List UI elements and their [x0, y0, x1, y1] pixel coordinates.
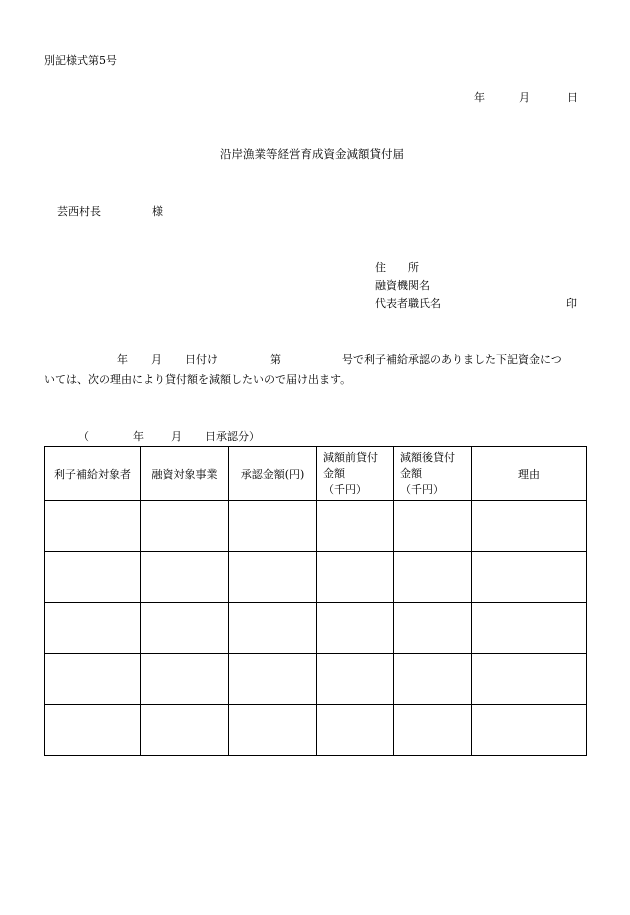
approval-note-month: 月: [171, 430, 182, 443]
seal-mark: 印: [566, 297, 577, 310]
cell-business[interactable]: [141, 501, 229, 552]
header-after-line3: （千円）: [400, 483, 444, 496]
table-row: [45, 705, 587, 756]
approval-note-tail: 日承認分）: [205, 430, 260, 443]
approval-note-year: 年: [133, 430, 144, 443]
cell-amount-before[interactable]: [317, 603, 394, 654]
cell-approved-amount[interactable]: [229, 654, 317, 705]
cell-amount-after[interactable]: [394, 552, 472, 603]
cell-amount-before[interactable]: [317, 552, 394, 603]
body-line1-rest: 号で利子補給承認のありました下記資金につ: [342, 353, 562, 366]
table-body: [45, 501, 587, 756]
addressee-honorific: 様: [152, 205, 163, 218]
header-amount-after: [394, 447, 472, 501]
cell-business[interactable]: [141, 705, 229, 756]
body-month: 月: [151, 353, 162, 366]
header-reason: 理由: [472, 447, 587, 501]
table-row: [45, 501, 587, 552]
date-day: 日: [567, 91, 578, 104]
cell-recipient[interactable]: [45, 654, 141, 705]
cell-approved-amount[interactable]: [229, 501, 317, 552]
address-label: 住 所: [375, 261, 419, 274]
cell-amount-before[interactable]: [317, 501, 394, 552]
addressee-name: 芸西村長: [57, 205, 101, 218]
cell-business[interactable]: [141, 603, 229, 654]
cell-approved-amount[interactable]: [229, 603, 317, 654]
header-after-line2: 金額: [400, 467, 422, 480]
header-before-line1: 減額前貸付: [323, 451, 378, 464]
table-row: [45, 654, 587, 705]
body-year: 年: [117, 353, 128, 366]
table-row: [45, 552, 587, 603]
representative-label: 代表者職氏名: [375, 297, 441, 310]
approval-note-paren: （: [78, 430, 89, 443]
body-day: 日付け: [185, 353, 218, 366]
body-number-prefix: 第: [270, 353, 281, 366]
cell-reason[interactable]: [472, 501, 587, 552]
cell-recipient[interactable]: [45, 603, 141, 654]
header-after-line1: 減額後貸付: [400, 451, 455, 464]
cell-amount-after[interactable]: [394, 501, 472, 552]
cell-reason[interactable]: [472, 552, 587, 603]
cell-amount-after[interactable]: [394, 603, 472, 654]
cell-reason[interactable]: [472, 603, 587, 654]
cell-approved-amount[interactable]: [229, 705, 317, 756]
cell-amount-after[interactable]: [394, 654, 472, 705]
table-header-row: [45, 447, 587, 501]
institution-label: 融資機関名: [375, 279, 430, 292]
cell-business[interactable]: [141, 552, 229, 603]
cell-amount-before[interactable]: [317, 705, 394, 756]
cell-amount-before[interactable]: [317, 654, 394, 705]
cell-amount-after[interactable]: [394, 705, 472, 756]
header-before-line2: 金額: [323, 467, 345, 480]
cell-recipient[interactable]: [45, 552, 141, 603]
cell-recipient[interactable]: [45, 501, 141, 552]
cell-reason[interactable]: [472, 705, 587, 756]
body-line2: いては、次の理由により貸付額を減額したいので届け出ます。: [44, 373, 352, 386]
cell-business[interactable]: [141, 654, 229, 705]
date-month: 月: [519, 91, 530, 104]
date-year: 年: [474, 91, 485, 104]
header-business: 融資対象事業: [141, 447, 229, 501]
cell-recipient[interactable]: [45, 705, 141, 756]
form-number: 別記様式第5号: [44, 54, 117, 67]
subsidy-table: [44, 446, 587, 756]
page-title: 沿岸漁業等経営育成資金減額貸付届: [220, 147, 404, 161]
cell-reason[interactable]: [472, 654, 587, 705]
header-before-line3: （千円）: [323, 483, 367, 496]
table-row: [45, 603, 587, 654]
cell-approved-amount[interactable]: [229, 552, 317, 603]
header-approved-amount: 承認金額(円): [229, 447, 317, 501]
header-amount-before: [317, 447, 394, 501]
header-recipient: 利子補給対象者: [45, 447, 141, 501]
